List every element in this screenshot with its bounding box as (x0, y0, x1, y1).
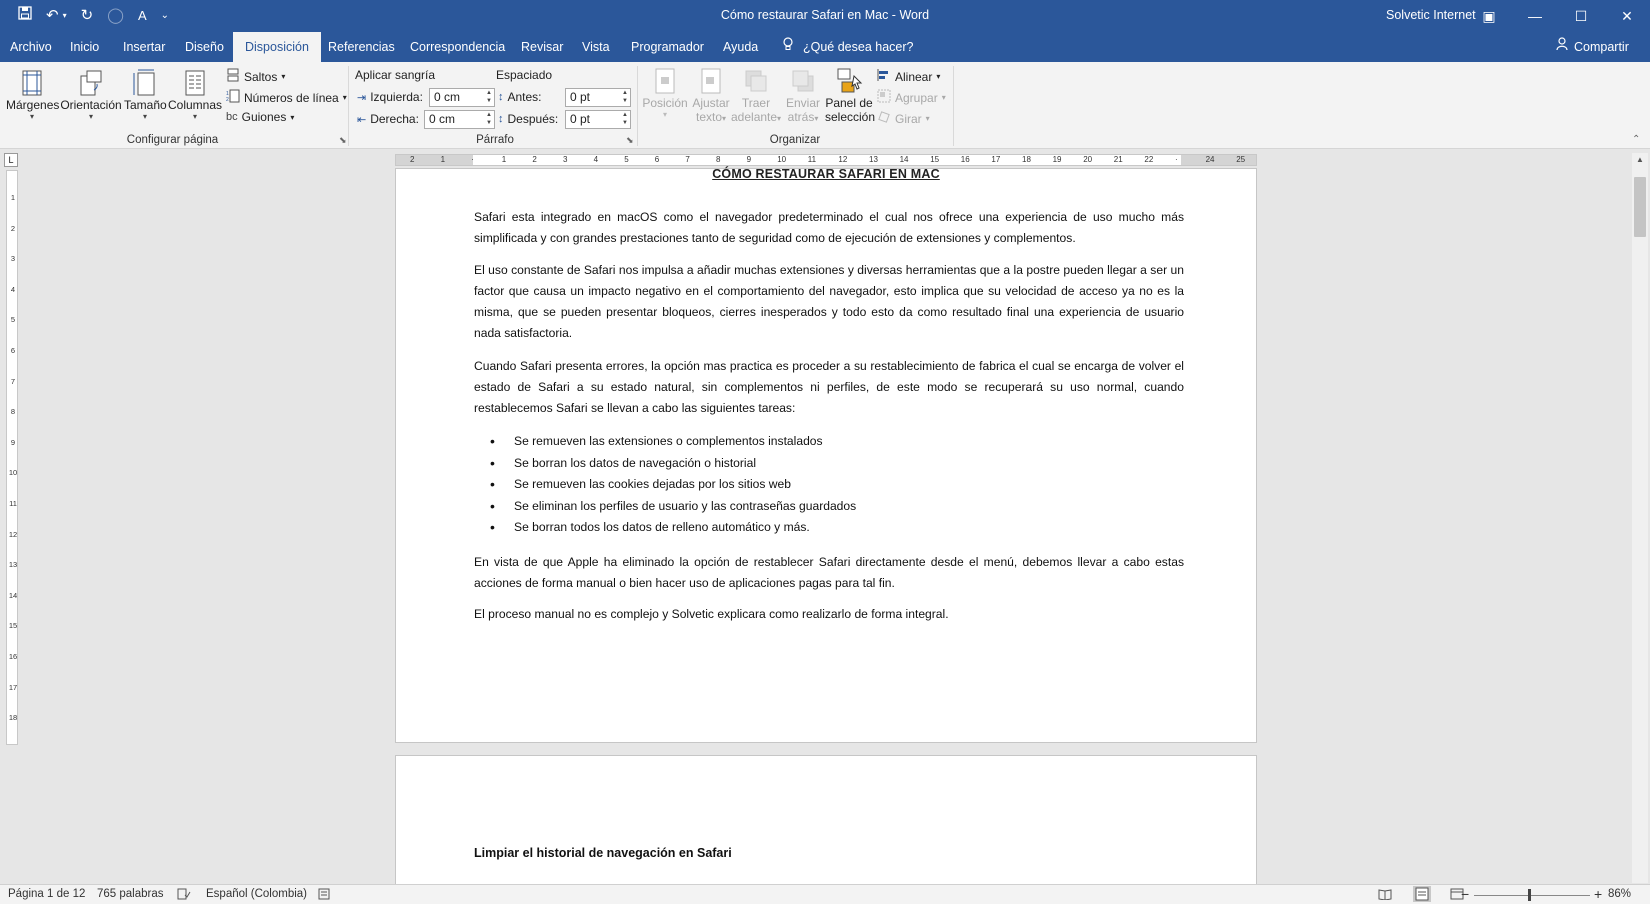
ruler-tick: 5 (624, 155, 629, 164)
size-button[interactable] (124, 68, 166, 122)
orientation-button[interactable] (60, 68, 122, 122)
indent-left-icon: ⇥ (357, 91, 367, 104)
list-item: • Se borran los datos de navegación o historial (474, 453, 1184, 475)
ribbon-tabs (0, 32, 1650, 62)
ruler-tick: 1 (10, 193, 16, 202)
ruler-tick: 2 (10, 223, 16, 233)
ruler-tick: 7 (685, 155, 690, 164)
language[interactable]: Español (Colombia) (206, 888, 307, 900)
user-name[interactable]: Solvetic Internet (1386, 8, 1476, 22)
bring-forward-button[interactable] (731, 66, 781, 124)
indent-right-value: 0 cm (429, 112, 456, 126)
ruler-tick: 20 (1083, 155, 1093, 164)
ruler-tick: 8 (716, 155, 721, 164)
vertical-ruler[interactable] (6, 170, 18, 745)
ruler-tick: 16 (8, 652, 18, 661)
spacing-before-text: Antes: (507, 90, 542, 104)
paragraph-4: En vista de que Apple ha eliminado la opción de restablecer Safari directamente desde el menú, debemos llevar a cabo estas acciones de forma manual o bien hacer uso de aplicaciones pagas para tal fin. (474, 555, 1184, 590)
ruler-tick: 3 (10, 254, 16, 264)
margins-button[interactable] (6, 68, 58, 122)
selection-pane-label-2: selección (825, 110, 876, 124)
undo-dropdown-icon[interactable]: ▾ (62, 11, 67, 20)
ribbon (0, 62, 1650, 149)
rotate-icon (877, 110, 891, 127)
chevron-down-icon: ▾ (88, 112, 93, 121)
bullet-list (474, 431, 1184, 539)
share-button[interactable] (1556, 32, 1629, 62)
position-icon (650, 66, 680, 96)
indent-right-label (357, 112, 419, 126)
spacing-after-text: Después: (507, 112, 559, 126)
spacing-before-label (498, 90, 542, 104)
chevron-down-icon: ▾ (192, 112, 197, 121)
paragraph-group-label: Párrafo (476, 134, 514, 146)
ruler-tick: 13 (869, 155, 878, 164)
ruler-tick: 3 (563, 155, 568, 164)
ribbon-display-options-button[interactable]: ▣ (1482, 8, 1496, 24)
indent-title: Aplicar sangría (355, 68, 436, 82)
wrap-text-label-1: Ajustar (692, 96, 730, 110)
indent-right-icon: ⇤ (357, 113, 367, 126)
macro-recording-icon[interactable] (318, 888, 332, 903)
svg-text:1: 1 (226, 91, 229, 97)
chevron-down-icon: ▾ (777, 114, 782, 123)
chevron-down-icon: ▾ (814, 114, 819, 123)
send-backward-icon (788, 66, 818, 96)
ruler-tick: 18 (8, 713, 18, 723)
rotate-button[interactable] (877, 110, 930, 127)
indent-right-text: Derecha: (370, 112, 419, 126)
align-icon (877, 68, 891, 85)
chevron-down-icon: ▾ (29, 112, 34, 121)
group-button[interactable] (877, 89, 946, 106)
chevron-down-icon: ▾ (941, 93, 946, 102)
ruler-tick: · (1175, 155, 1178, 164)
ruler-tick: 11 (9, 499, 17, 508)
position-button[interactable] (642, 66, 688, 120)
scroll-thumb[interactable] (1634, 177, 1646, 237)
document-title: CÓMO RESTAURAR SAFARI EN MAC (712, 167, 940, 181)
selection-pane-label-1: Panel de (825, 96, 873, 110)
ruler-tick: 5 (10, 315, 16, 325)
person-icon (1556, 32, 1568, 62)
tab-revisar[interactable]: Revisar (521, 40, 564, 54)
list-item: • Se eliminan los perfiles de usuario y las contraseñas guardados (474, 496, 1184, 518)
list-item: • Se remueven las extensiones o complementos instalados (474, 431, 1184, 453)
chevron-down-icon: ▾ (925, 114, 930, 123)
columns-button[interactable] (168, 68, 222, 122)
redo-icon[interactable]: ↻ (80, 7, 94, 24)
ruler-tick: 21 (1113, 155, 1123, 164)
columns-label: Columnas (168, 98, 223, 112)
indent-left-value: 0 cm (434, 90, 461, 104)
align-button[interactable] (877, 68, 940, 85)
ruler-tick: · (471, 155, 474, 164)
ruler-tick: 11 (807, 155, 817, 164)
chevron-down-icon: ▾ (142, 112, 147, 121)
align-label: Alinear (895, 69, 933, 84)
indent-left-input[interactable] (429, 88, 495, 107)
page-size-icon (130, 68, 160, 98)
rotate-label: Girar (895, 111, 922, 126)
ruler-tick: 17 (8, 682, 18, 692)
ruler-tick: 4 (593, 155, 599, 164)
indent-left-text: Izquierda: (370, 90, 423, 104)
section-heading: Limpiar el historial de navegación en Safari (474, 846, 732, 860)
selection-pane-icon (834, 66, 864, 96)
tell-me-search[interactable] (783, 32, 914, 62)
ruler-tick: 17 (991, 155, 1001, 164)
tab-inicio[interactable]: Inicio (70, 40, 100, 54)
ruler-tick: 10 (8, 468, 18, 478)
dialog-launcher-icon[interactable]: ⬊ (626, 135, 634, 145)
chevron-down-icon: ▾ (290, 112, 295, 122)
share-label: Compartir (1574, 40, 1629, 54)
maximize-button[interactable]: ☐ (1574, 8, 1588, 24)
breaks-button[interactable] (226, 68, 285, 85)
read-mode-icon[interactable] (1378, 888, 1392, 903)
tab-disposicion[interactable]: Disposición (233, 32, 321, 62)
list-item: • Se remueven las cookies dejadas por los sitios web (474, 474, 1184, 496)
collapse-ribbon-icon[interactable]: ⌃ (1632, 134, 1641, 145)
page-count[interactable]: Página 1 de 12 (8, 888, 86, 900)
group-separator (953, 66, 954, 146)
tab-ayuda[interactable]: Ayuda (723, 40, 759, 54)
wrap-text-button[interactable] (688, 66, 734, 124)
ruler-tick: 12 (838, 155, 848, 164)
group-icon (877, 89, 891, 106)
scroll-up-icon[interactable]: ▲ (1636, 155, 1644, 164)
title-bar (0, 0, 1650, 32)
indent-left-label (357, 90, 423, 104)
ruler-tick: 6 (10, 346, 16, 355)
ruler-tick: 15 (930, 155, 940, 164)
hyphenation-label: Guiones (241, 110, 287, 124)
line-numbers-label: Números de línea (244, 90, 339, 105)
columns-icon (180, 68, 210, 98)
tab-correspondencia[interactable]: Correspondencia (410, 40, 506, 54)
spinner-arrows-icon[interactable]: ▲ ▼ (486, 112, 492, 126)
zoom-out-icon[interactable]: − (1461, 886, 1470, 902)
vertical-scrollbar[interactable] (1632, 153, 1648, 883)
breaks-label: Saltos (244, 69, 278, 84)
format-painter-icon[interactable]: A (137, 8, 147, 23)
undo-icon[interactable]: ↶ (46, 7, 59, 24)
ruler-tick: 25 (1236, 155, 1246, 164)
chevron-down-icon: ▾ (342, 93, 347, 102)
ruler-tick: 9 (746, 155, 752, 164)
ruler-tick: 1 (501, 155, 507, 164)
chevron-down-icon: ▾ (281, 72, 286, 81)
wrap-text-label-2: texto (695, 110, 722, 124)
spacing-title: Espaciado (496, 68, 553, 82)
window-title: Cómo restaurar Safari en Mac - Word (720, 8, 930, 22)
window-controls (1466, 0, 1650, 32)
spacing-after-icon: ↕ (498, 113, 504, 125)
document-page[interactable] (395, 168, 1257, 743)
chevron-down-icon: ▾ (722, 114, 727, 123)
ruler-tick: 24 (1205, 155, 1215, 164)
spacing-before-value: 0 pt (570, 90, 591, 104)
group-separator (348, 66, 349, 146)
zoom-slider-thumb[interactable] (1528, 889, 1531, 901)
ruler-tick: 13 (8, 560, 18, 570)
paragraph-2: El uso constante de Safari nos impulsa a añadir muchas extensiones y diversas herramientas que a la postre pueden llegar a ser un factor que causa un impacto negativo en el comportamiento del navegador, esto implica que su velocidad de acceso ya no es la misma, que se pueden presentar bloqueos, cierres inesperados y todo esto da como resultado final una experiencia de usuario nada satisfactoria. (474, 263, 1184, 340)
indent-right-input[interactable] (424, 110, 495, 129)
hyphenation-icon: bc (226, 111, 238, 123)
hyphenation-button[interactable] (226, 110, 294, 124)
close-button[interactable]: ✕ (1621, 8, 1633, 24)
spacing-after-label (498, 112, 558, 126)
tab-insertar[interactable]: Insertar (123, 40, 166, 54)
spinner-arrows-icon[interactable]: ▲ ▼ (622, 112, 628, 126)
chevron-down-icon: ▾ (662, 110, 667, 119)
print-layout-icon[interactable] (1413, 886, 1431, 902)
word-count[interactable]: 765 palabras (97, 888, 164, 900)
customize-qat-icon[interactable]: ⌄ (160, 10, 170, 21)
ruler-tick: 19 (1052, 155, 1062, 164)
orientation-label: Orientación (60, 98, 122, 112)
wrap-text-icon (696, 66, 726, 96)
minimize-button[interactable]: — (1528, 8, 1542, 24)
tab-selector[interactable]: L (4, 153, 18, 167)
ruler-tick: 12 (8, 529, 18, 539)
ruler-tick: 2 (410, 155, 415, 164)
size-label: Tamaño (124, 98, 167, 112)
spinner-arrows-icon[interactable]: ▲ ▼ (622, 90, 628, 104)
breaks-icon (226, 68, 240, 85)
page-setup-group-label: Configurar página (126, 134, 219, 146)
group-separator (637, 66, 638, 146)
ruler-left-margin (396, 155, 473, 165)
selection-pane-button[interactable] (825, 66, 876, 124)
bring-forward-label-2: adelante (731, 110, 778, 124)
group-label: Agrupar (895, 90, 938, 105)
paragraph-5: El proceso manual no es complejo y Solvetic explicara como realizarlo de forma integral. (474, 607, 949, 621)
margins-label: Márgenes (6, 98, 60, 112)
zoom-slider[interactable] (1474, 895, 1590, 896)
ruler-tick: 10 (777, 155, 787, 164)
ruler-tick: 14 (8, 590, 18, 600)
list-item: • Se borran todos los datos de relleno automático y más. (474, 517, 1184, 539)
horizontal-ruler[interactable] (395, 154, 1257, 166)
touch-mode-icon[interactable]: ◯ (107, 7, 124, 24)
lightbulb-icon (783, 32, 793, 62)
proofing-icon[interactable] (177, 888, 191, 903)
send-backward-button[interactable] (780, 66, 826, 124)
ruler-tick: 1 (440, 155, 446, 164)
ruler-tick: 22 (1144, 155, 1154, 164)
ruler-tick: 15 (8, 621, 18, 631)
chevron-down-icon: ▾ (936, 72, 941, 81)
send-backward-label-2: atrás (787, 110, 815, 124)
ruler-tick: 14 (899, 155, 909, 164)
position-label: Posición (642, 96, 688, 110)
bring-forward-icon (741, 66, 771, 96)
tab-archivo[interactable]: Archivo (10, 40, 52, 54)
bring-forward-label-1: Traer (741, 96, 771, 110)
ruler-tick: 8 (10, 407, 16, 417)
dialog-launcher-icon[interactable]: ⬊ (339, 135, 347, 145)
ruler-tick: 4 (10, 284, 16, 294)
document-page-2[interactable] (395, 755, 1257, 885)
zoom-in-icon[interactable]: + (1594, 886, 1603, 902)
ruler-tick: 9 (10, 437, 16, 447)
orientation-icon (76, 68, 106, 98)
spacing-before-icon: ↕ (498, 91, 504, 103)
ruler-tick: 16 (960, 155, 970, 164)
spinner-arrows-icon[interactable]: ▲ ▼ (486, 90, 492, 104)
paragraph-3: Cuando Safari presenta errores, la opción mas practica es proceder a su restablecimiento de fabrica el cual se encarga de volver el estado de Safari a su estado natural, sin complementos ni perfiles, de este modo se recuperará su uso normal, cuando restablecemos Safari se llevan a cabo las siguientes tareas: (474, 359, 1184, 415)
svg-text:2: 2 (226, 97, 229, 103)
line-numbers-icon (226, 89, 240, 106)
tab-referencias[interactable]: Referencias (328, 40, 395, 54)
ruler-tick: 18 (1022, 155, 1031, 164)
status-bar (0, 884, 1650, 904)
send-backward-label-1: Enviar (785, 96, 820, 110)
zoom-level[interactable]: 86% (1608, 888, 1632, 900)
paragraph-1: Safari esta integrado en macOS como el navegador predeterminado el cual nos ofrece una experiencia de uso mucho más simplificada y con grandes prestaciones tanto de seguridad como de ejecución de extensiones y complementos. (474, 210, 1184, 245)
spacing-after-input[interactable] (565, 110, 631, 129)
ruler-tick: 6 (654, 155, 660, 164)
ruler-tick: 7 (10, 376, 16, 386)
margins-icon (17, 68, 47, 98)
line-numbers-button[interactable] (226, 89, 347, 106)
tab-programador[interactable]: Programador (631, 40, 704, 54)
ruler-tick: 2 (532, 155, 537, 164)
tab-vista[interactable]: Vista (582, 40, 610, 54)
spacing-after-value: 0 pt (570, 112, 591, 126)
tell-me-label: ¿Qué desea hacer? (803, 40, 914, 54)
spacing-before-input[interactable] (565, 88, 631, 107)
tab-diseno[interactable]: Diseño (185, 40, 224, 54)
arrange-group-label: Organizar (769, 134, 821, 146)
